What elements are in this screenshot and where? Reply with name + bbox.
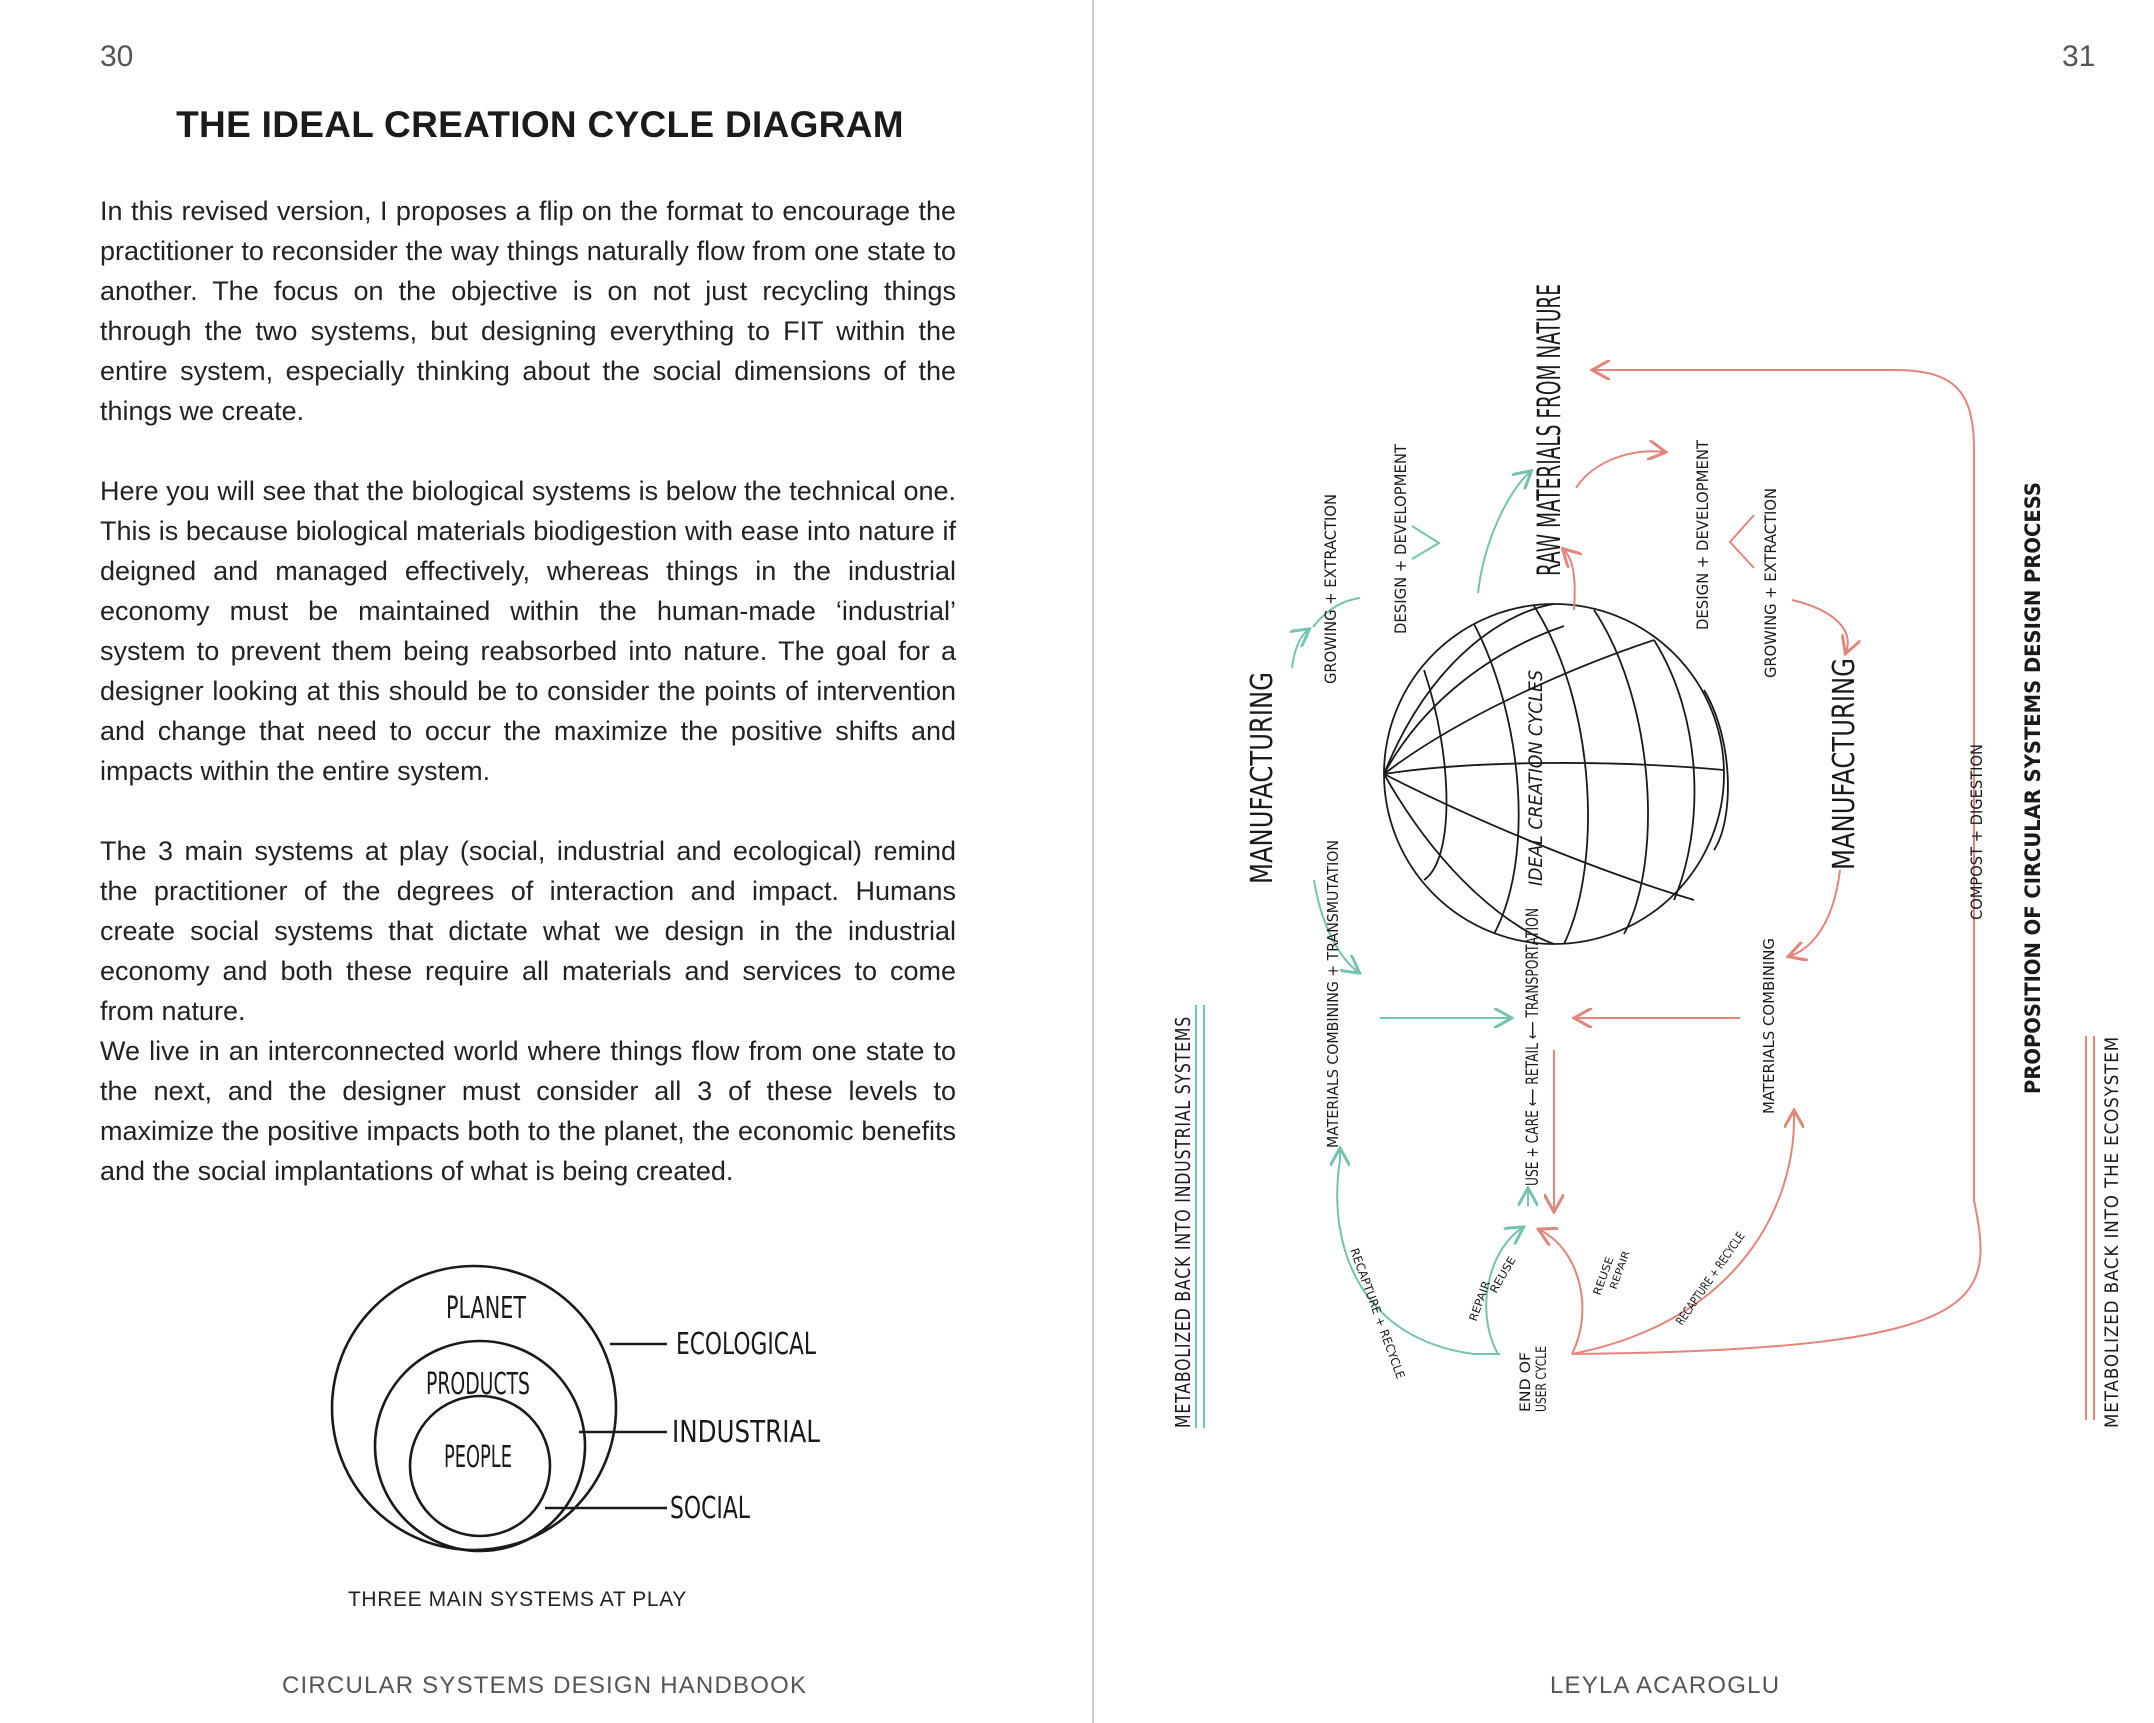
page-title: THE IDEAL CREATION CYCLE DIAGRAM [176, 104, 904, 145]
paragraph-3: The 3 main systems at play (social, industrial and ecological) remind the practitioner of the degrees of interaction and impact. Humans create social systems that dictate what we design in the industrial economy and both these require all materials and services to come from nature. [100, 836, 956, 1026]
left-manufacturing-label: MANUFACTURING [1245, 622, 1280, 884]
center-flow-label: USE + CARE ⟵ RETAIL ⟵ TRANSPORTATION [1523, 801, 1543, 1186]
right-metabolized-label: METABOLIZED BACK INTO THE ECOSYSTEM [2101, 982, 2123, 1428]
side-title: PROPOSITION OF CIRCULAR SYSTEMS DESIGN PROCESS [2021, 436, 2045, 1094]
end-of-cycle-line2: USER CYCLE [1534, 1326, 1550, 1412]
paragraph-4: We live in an interconnected world where things flow from one state to the next, and the designer must consider all 3 of these levels to maximize the positive impacts both to the planet, the economic benefits and the social implantations of what is being created. [100, 1036, 956, 1186]
right-page [1094, 0, 2154, 1723]
end-of-cycle-line1: END OF [1518, 1358, 1534, 1412]
page-number: 30 [100, 40, 134, 73]
people-label: PEOPLE [444, 1440, 512, 1475]
left-repair-label: REPAIR [1466, 1281, 1493, 1324]
ecological-label: ECOLOGICAL [676, 1327, 817, 1362]
footer-book-title: CIRCULAR SYSTEMS DESIGN HANDBOOK [282, 1672, 808, 1699]
right-design-label: DESIGN + DEVELOPMENT [1693, 425, 1712, 630]
left-design-label: DESIGN + DEVELOPMENT [1391, 429, 1410, 634]
paragraph-2: Here you will see that the biological systems is below the technical one. This is because biological materials biodigestion with ease into nature if deigned and managed effectively, whereas things in the industrial economy must be maintained within the human-made ‘industrial’ system to prevent them being reabsorbed into nature. The goal for a designer looking at this should be to consider the points of intervention and change that need to occur the maximize the positive shifts and impacts within the entire system. [100, 476, 956, 786]
social-label: SOCIAL [670, 1491, 751, 1526]
left-recapture-label: RECAPTURE + RECYCLE [1347, 1246, 1410, 1386]
paragraph-1: In this revised version, I proposes a flip on the format to encourage the practitioner to reconsider the way things naturally flow from one state to another. The focus on the objective is on not just recycling things through the two systems, but designing everything to FIT within the entire system, especially thinking about the social dimensions of the things we create. [100, 196, 956, 426]
raw-materials-label: RAW MATERIALS FROM NATURE [1530, 72, 1568, 576]
right-materials-label: MATERIALS COMBINING [1760, 937, 1778, 1114]
products-label: PRODUCTS [426, 1367, 530, 1402]
left-reuse-label: REUSE [1487, 1257, 1517, 1296]
right-manufacturing-label: MANUFACTURING [1827, 608, 1862, 870]
planet-label: PLANET [446, 1291, 527, 1326]
right-compost-label: COMPOST + DIGESTION [1967, 727, 1986, 920]
right-repair-label: REPAIR [1608, 1253, 1631, 1292]
right-recapture-label: RECAPTURE + RECYCLE [1672, 1202, 1767, 1328]
left-materials-label: MATERIALS COMBINING + TRANSMUTATION [1324, 821, 1342, 1148]
page-number: 31 [2062, 40, 2096, 73]
center-globe-label: IDEAL CREATION CYCLES [1525, 649, 1547, 886]
globe-icon [1384, 604, 1728, 944]
diagram-caption: THREE MAIN SYSTEMS AT PLAY [348, 1588, 687, 1611]
cycle-diagram [1094, 0, 2154, 1723]
right-growing-label: GROWING + EXTRACTION [1761, 471, 1780, 678]
left-growing-label: GROWING + EXTRACTION [1321, 477, 1340, 684]
industrial-label: INDUSTRIAL [672, 1415, 821, 1450]
right-reuse-label: REUSE [1590, 1258, 1616, 1298]
footer-author: LEYLA ACAROGLU [1550, 1672, 1781, 1699]
left-metabolized-label: METABOLIZED BACK INTO INDUSTRIAL SYSTEMS [1171, 904, 1195, 1428]
